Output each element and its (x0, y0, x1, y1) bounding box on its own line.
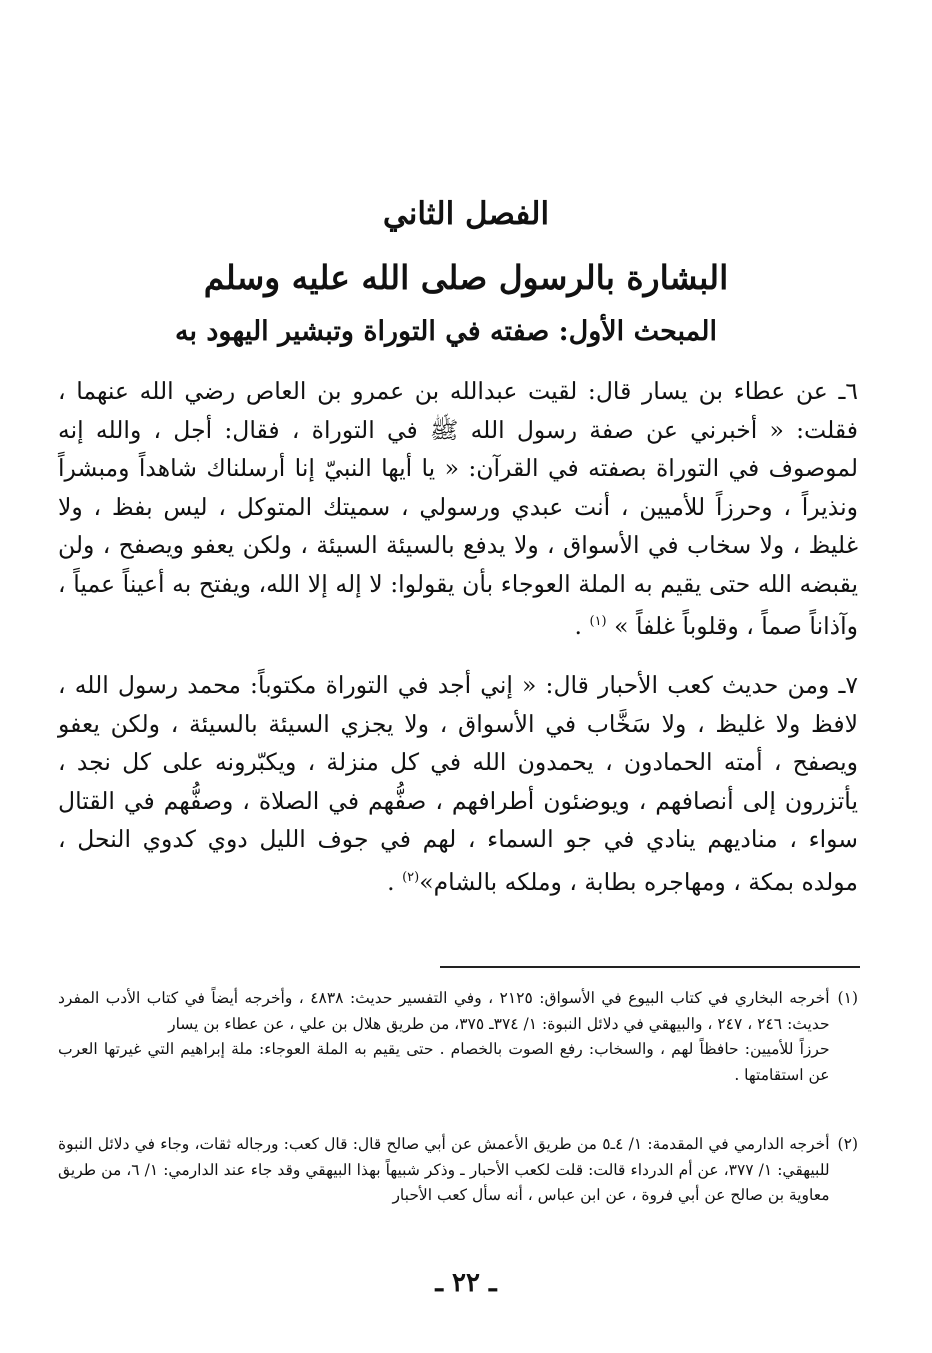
footnote-divider (440, 966, 860, 968)
chapter-title: البشارة بالرسول صلى الله عليه وسلم (203, 258, 729, 297)
hadith-paragraph-6 (58, 372, 858, 645)
section-heading: المبحث الأول: صفته في التوراة وتبشير اليهود به (175, 316, 717, 347)
footnote-marker: (١) (837, 989, 858, 1007)
paragraph-text: عن عطاء بن يسار قال: لقيت عبدالله بن عمرو بن العاص رضي الله عنهما ، فقلت: « أخبرني عن صفة رسول الله ﷺ في التوراة ، فقال: أجل ، والله إنه لموصوف في التوراة بصفته في القرآن: « يا أيها النبيّ إنا أرسلناك شاهداً ومبشراً ونذيراً ، وحرزاً للأميين ، أنت عبدي ورسولي ، سميتك المتوكل ، ليس بفظ ، ولا غليظ ، ولا سخاب في الأسواق ، ولا يدفع بالسيئة السيئة ، ولكن يعفو ويصفح ، ولن يقبضه الله حتى يقيم به الملة العوجاء بأن يقولوا: لا إله إلا الله، ويفتح به أعيناً عمياً ، وآذاناً صماً ، وقلوباً غلفاً » (58, 377, 858, 640)
page-number: ـ ٢٢ ـ (435, 1268, 497, 1298)
footnote-line: حرزاً للأميين: حافظاً لهم ، والسخاب: رفع الصوت بالخصام . حتى يقيم به الملة العوجاء: ملة إبراهيم التي غيرتها العرب عن استقامتها . (58, 1040, 830, 1084)
paragraph-end: . (574, 611, 590, 640)
footnote-marker: (٢) (837, 1135, 858, 1153)
chapter-heading: الفصل الثاني (382, 196, 550, 232)
hadith-paragraph-7 (58, 666, 858, 901)
footnote-body (58, 1132, 830, 1209)
footnote-body (58, 986, 830, 1088)
paragraph-number: ٧ـ (838, 671, 858, 699)
footnote-2 (58, 1132, 858, 1209)
paragraph-number: ٦ـ (838, 377, 858, 405)
footnote-line: أخرجه البخاري في كتاب البيوع في الأسواق: ٢١٢٥ ، وفي التفسير حديث: ٤٨٣٨ ، وأخرجه أيضاً في كتاب الأدب المفرد حديث: ٢٤٦ ، ٢٤٧ ، والبيهقي في دلائل النبوة: ١/ ٣٧٤ـ ٣٧٥، من طريق هلال بن علي ، عن عطاء بن يسار (58, 989, 830, 1033)
paragraph-text: ومن حديث كعب الأحبار قال: « إني أجد في التوراة مكتوباً: محمد رسول الله ، لافظ ولا غليظ ، ولا سَخَّاب في الأسواق ، ولا يجزي السيئة بالسيئة ، ولكن يعفو ويصفح ، أمته الحمادون ، يحمدون الله في كل منزلة ، ويكبّرونه على كل نجد ، يأتزرون إلى أنصافهم ، ويوضئون أطرافهم ، صفُّهم في الصلاة ، وصفُّهم في القتال سواء ، مناديهم ينادي في جو السماء ، لهم في جوف الليل دوي كدوي النحل ، مولده بمكة ، ومهاجره بطابة ، وملكه بالشام» (58, 671, 858, 896)
footnote-reference[interactable]: (١) (589, 614, 607, 629)
footnote-line: أخرجه الدارمي في المقدمة: ١/ ٤ـ٥ من طريق الأعمش عن أبي صالح قال: قال كعب: ورجاله ثقات، وجاء في دلائل النبوة للبيهقي: ١/ ٣٧٧، عن أم الدرداء قالت: قلت لكعب الأحبار ـ وذكر شبيهاً بهذا البيهقي وقد جاء عند الدارمي: ١/ ٦، من طريق معاوية بن صالح عن أبي فروة ، عن ابن عباس ، أنه سأل كعب الأحبار (58, 1135, 830, 1204)
paragraph-end: . (387, 867, 403, 896)
footnote-reference[interactable]: (٢) (402, 869, 420, 885)
footnote-1 (58, 986, 858, 1088)
